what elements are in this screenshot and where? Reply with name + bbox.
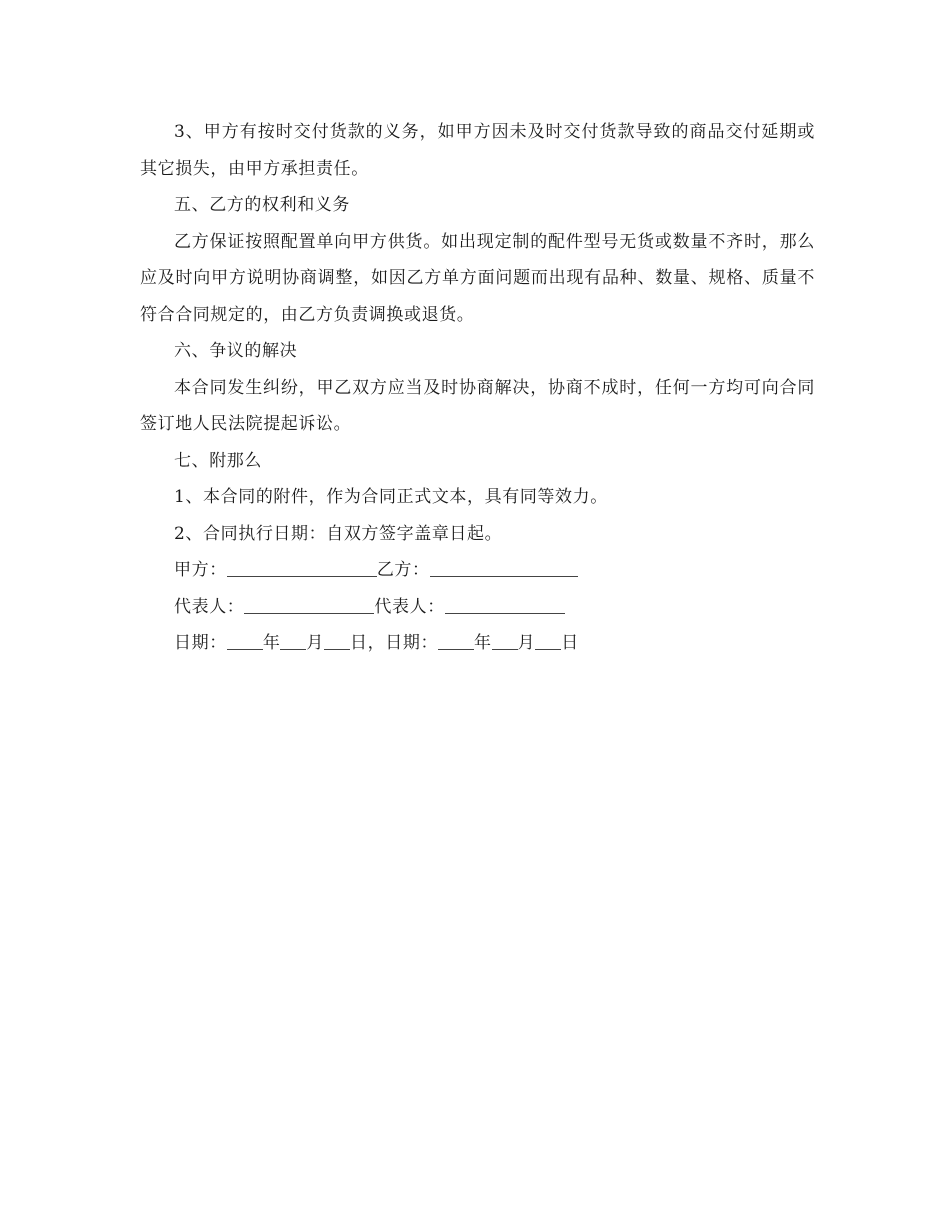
section-heading-appendix: 七、附那么	[174, 450, 262, 471]
party-a-blank	[227, 558, 377, 577]
date-a-month: 月	[306, 633, 325, 653]
clause-appendix-validity: 1、本合同的附件，作为合同正式文本，具有同等效力。	[174, 487, 608, 507]
section-heading-dispute: 六、争议的解决	[174, 341, 298, 361]
signature-dates-line	[140, 625, 815, 662]
rep-a-label: 代表人：	[174, 596, 245, 617]
signature-parties-line	[140, 552, 815, 589]
section-heading-party-b-rights: 五、乙方的权利和义务	[174, 195, 350, 215]
date-a-day-blank	[324, 631, 350, 650]
date-b-year: 年	[474, 633, 492, 653]
clause-party-a-payment: 3、甲方有按时交付货款的义务，如甲方因未及时交付货款导致的商品交付延期或其它损失，由甲方承担责任。	[140, 122, 815, 179]
rep-b-blank	[445, 595, 565, 614]
date-a-day: 日	[350, 633, 368, 653]
rep-a-blank	[244, 595, 374, 614]
date-b-month-blank	[492, 631, 518, 650]
date-b-day: 日	[561, 633, 579, 653]
document-body	[140, 114, 815, 662]
date-b-label: ，日期：	[367, 633, 439, 653]
clause-dispute-resolution: 本合同发生纠纷，甲乙双方应当及时协商解决，协商不成时，任何一方均可向合同签订地人民法院提起诉讼。	[140, 377, 815, 434]
clause-party-b-supply: 乙方保证按照配置单向甲方供货。如出现定制的配件型号无货或数量不齐时，那么应及时向甲方说明协商调整，如因乙方单方面问题而出现有品种、数量、规格、质量不符合合同规定的，由乙方负责调换或退货。	[140, 231, 815, 325]
party-b-blank	[430, 558, 578, 577]
clause-effective-date: 2、合同执行日期：自双方签字盖章日起。	[174, 523, 503, 544]
date-a-month-blank	[280, 631, 306, 650]
date-b-year-blank	[438, 631, 474, 650]
date-a-year: 年	[262, 633, 281, 653]
rep-b-label: 代表人：	[374, 596, 445, 617]
date-b-day-blank	[535, 631, 561, 650]
party-b-label: 乙方：	[376, 560, 430, 580]
date-a-label: 日期：	[174, 633, 227, 653]
party-a-label: 甲方：	[174, 560, 227, 580]
date-a-year-blank	[227, 631, 263, 650]
signature-representatives-line	[140, 589, 815, 626]
date-b-month: 月	[517, 633, 536, 653]
